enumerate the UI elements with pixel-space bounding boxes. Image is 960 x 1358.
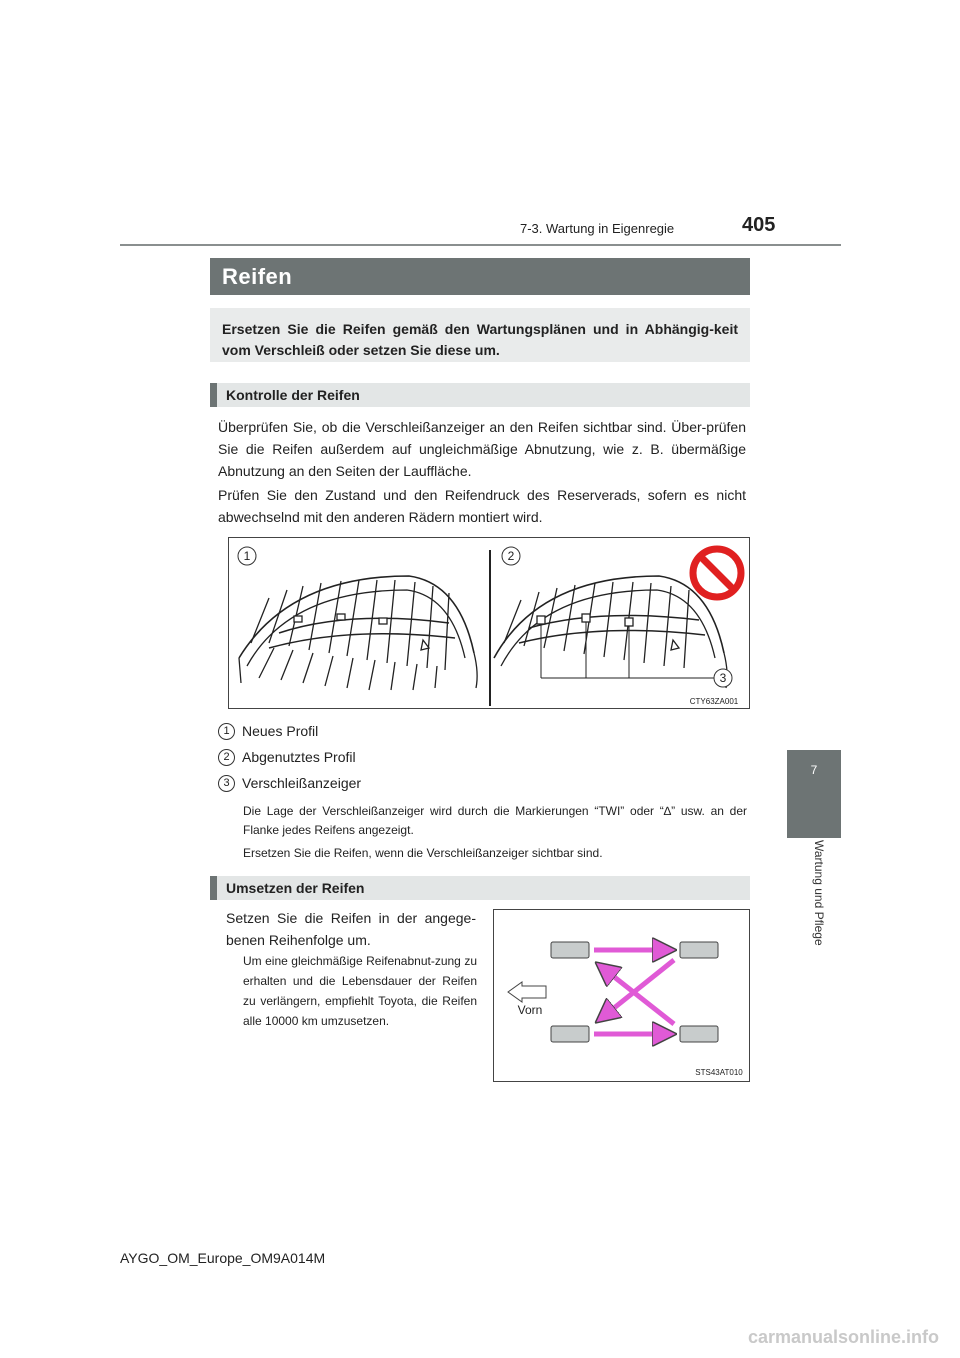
paragraph: Überprüfen Sie, ob die Verschleißanzeiger an den Reifen sichtbar sind. Über-prüfen Sie die Reifen außerdem auf ungleichmäßige Abnutzung, wie z. B. übermäßige Abnutzung an den Seiten der Lauffläche.: [218, 419, 746, 479]
legend-text: Verschleißanzeiger: [242, 775, 362, 791]
document-id: AYGO_OM_Europe_OM9A014M: [120, 1250, 326, 1266]
front-direction-icon: [508, 982, 546, 1002]
callout-3-label: 3: [719, 671, 727, 685]
page-number: 405: [742, 214, 776, 236]
worn-tread-tyre: [494, 576, 727, 688]
legend-number: 3: [218, 775, 235, 792]
tyre-rotation-diagram: [494, 910, 749, 1081]
section-heading-umsetzen: Umsetzen der Reifen: [210, 876, 750, 900]
legend-number: 2: [218, 749, 235, 766]
tyre-tread-figure: [228, 537, 750, 709]
callout-3: [714, 669, 732, 687]
tyre-front-left: [551, 942, 589, 958]
legend-text: Abgenutztes Profil: [242, 749, 356, 765]
note: Ersetzen Sie die Reifen, wenn die Verschleißanzeiger sichtbar sind.: [243, 846, 603, 860]
figure-code: CTY63ZA001: [689, 697, 739, 706]
paragraph: Setzen Sie die Reifen in der angege-benen Reihenfolge um.: [226, 910, 476, 948]
callout-1-label: 1: [243, 549, 251, 563]
callout-2-label: 2: [507, 549, 515, 563]
prohibition-icon: [693, 549, 741, 597]
legend-number: 1: [218, 723, 235, 740]
front-label: Vorn: [517, 1003, 543, 1017]
note: Die Lage der Verschleißanzeiger wird durch die Markierungen “TWI” oder “∆” usw. an der Flanke jedes Reifens angezeigt.: [243, 804, 747, 837]
chapter-number: 7: [810, 763, 818, 777]
arrow-diagonal-down: [599, 960, 674, 1020]
tyre-rear-right: [680, 1026, 718, 1042]
section-heading-kontrolle: Kontrolle der Reifen: [210, 383, 750, 407]
page-title: Reifen: [210, 258, 750, 295]
header-divider: [120, 244, 841, 246]
paragraph: Prüfen Sie den Zustand und den Reifendruck des Reserverads, sofern es nicht abwechselnd mit den anderen Rädern montiert wird.: [218, 487, 746, 525]
arrow-diagonal-up: [599, 965, 674, 1024]
chapter-tab[interactable]: [787, 750, 841, 838]
intro-box: Ersetzen Sie die Reifen gemäß den Wartungsplänen und in Abhängig-keit vom Verschleiß oder setzen Sie diese um.: [210, 308, 750, 362]
tyre-front-right: [680, 942, 718, 958]
tyre-rear-left: [551, 1026, 589, 1042]
section-header: 7-3. Wartung in Eigenregie: [520, 221, 675, 236]
legend-text: Neues Profil: [242, 723, 319, 739]
tyre-tread-illustration: [229, 538, 749, 708]
tyre-rotation-figure: [493, 909, 750, 1082]
note: Um eine gleichmäßige Reifenabnut-zung zu erhalten und die Lebensdauer der Reifen zu verlängern, empfiehlt Toyota, die Reifen alle 10000 km umzusetzen.: [243, 954, 477, 1028]
watermark: carmanualsonline.info: [748, 1327, 940, 1347]
new-tread-tyre: [239, 576, 477, 690]
figure-code: STS43AT010: [695, 1068, 743, 1077]
callout-1: [238, 547, 256, 565]
callout-2: [502, 547, 520, 565]
chapter-label: Wartung und Pflege: [812, 840, 826, 946]
